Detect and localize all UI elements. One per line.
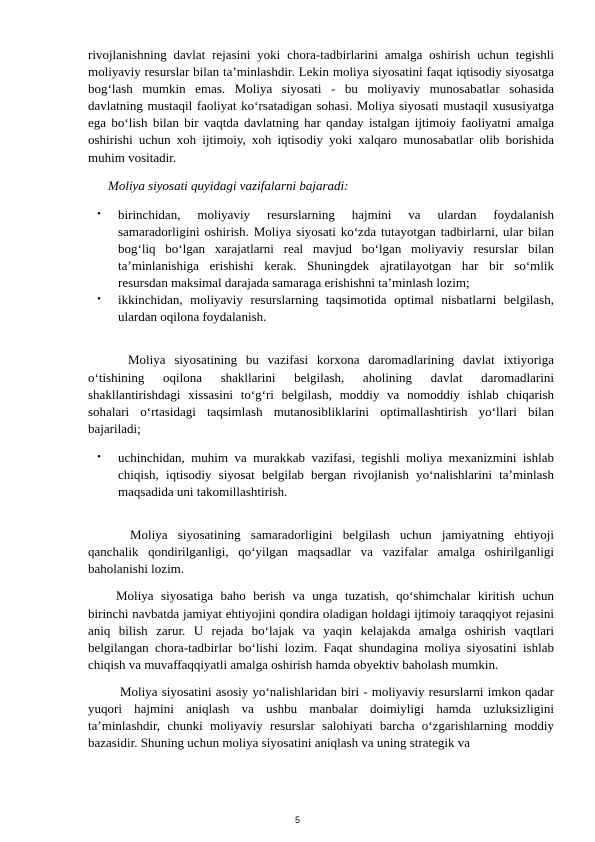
page-number: 5 bbox=[294, 815, 300, 825]
bullet-list-1 bbox=[88, 206, 554, 326]
list-item bbox=[88, 291, 554, 325]
paragraph-evaluation: Moliya siyosatiga baho berish va unga tuzatish, qo‘shimchalar kiritish uchun birinchi navbatda jamiyat ehtiyojini qondira oladigan holdagi ijtimoiy taraqqiyot rejasini aniq bilish zarur. U rejada bo‘lajak va yaqin kelajakda amalga oshirish vaqtlari belgilangan chora-tadbirlar bo‘lishi lozim. Faqat shundagina moliya siyosatini ishlab chiqish va muvaffaqqiyatli amalga oshirish hamda obyektiv baholash mumkin. bbox=[88, 588, 554, 672]
paragraph-resources: Moliya siyosatini asosiy yo‘nalishlaridan biri - moliyaviy resurslarni imkon qadar yuqori hajmini aniqlash va ushbu manbalar doimiyligi hamda uzluksizligini ta’minlashdir, chunki moliyaviy resurslar salohiyati barcha o‘zgarishlarning moddiy bazasidir. Shuning uchun moliya siyosatini aniqlash va uning strategik va bbox=[88, 683, 554, 751]
document-page bbox=[88, 46, 554, 751]
paragraph-task-explanation: Moliya siyosatining bu vazifasi korxona daromadlarining davlat ixtiyoriga o‘tishining oqilona shakllarini belgilash, aholining davlat daromadlarini shakllantirishdagi xissasini to‘g‘ri belgilash, moddiy va nomoddiy ishlab chiqarish sohalari o‘rtasidagi taqsimlash mutanosibliklarini optimallashtirish yo‘llari bilan bajariladi; bbox=[88, 352, 554, 436]
list-item bbox=[88, 449, 554, 500]
list-item bbox=[88, 206, 554, 291]
section-heading: Moliya siyosati quyidagi vazifalarni bajaradi: bbox=[108, 177, 349, 193]
list-item-text: ikkinchidan, moliyaviy resurslarning taqsimotida optimal nisbatlarni belgilash, ulardan oqilona foydalanish. bbox=[118, 292, 554, 325]
bullet-icon: • bbox=[97, 207, 101, 220]
list-item-text: uchinchidan, muhim va murakkab vazifasi, tegishli moliya mexanizmini ishlab chiqish, iqtisodiy siyosat belgilab bergan rivojlanish yo‘nalishlarini ta’minlash maqsadida uni takomillashtirish. bbox=[118, 449, 554, 500]
bullet-icon: • bbox=[97, 293, 101, 306]
list-item-text: birinchidan, moliyaviy resurslarning hajmini va ulardan foydalanish samaradorligini oshirish. Moliya siyosati ko‘zda tutayotgan tadbirlarni, ular bilan bog‘liq bo‘lgan xarajatlarni real mavjud bo‘lgan moliyaviy resurslar bilan ta’minlanishiga erishishi kerak. Shuningdek ajratilayotgan har bir so‘mlik resursdan maksimal darajada samaraga erishishni ta’minlash lozim; bbox=[118, 206, 554, 291]
paragraph-intro: rivojlanishning davlat rejasini yoki chora-tadbirlarini amalga oshirish uchun tegishli moliyaviy resurslar bilan ta’minlashdir. Lekin moliya siyosatini faqat iqtisodiy siyosatga bog‘lash mumkin emas. Moliya siyosati - bu moliyaviy munosabatlar sohasida davlatning mustaqil faoliyat ko‘rsatadigan sohasi. Moliya siyosati mustaqil xususiyatga ega bo‘lish bilan bir vaqtda davlatning har qanday istalgan ijtimoiy faoliyatni amalga oshirishi uchun xoh ijtimoiy, xoh iqtisodiy yoki xalqaro munosabatlar olib borishida muhim vositadir. bbox=[88, 47, 554, 165]
paragraph-efficiency: Moliya siyosatining samaradorligini belgilash uchun jamiyatning ehtiyoji qanchalik qondirilganligi, qo‘yilgan maqsadlar va vazifalar amalga oshirilganligi baholanishi lozim. bbox=[88, 527, 554, 577]
bullet-icon: • bbox=[97, 450, 101, 463]
bullet-list-2 bbox=[88, 449, 554, 500]
